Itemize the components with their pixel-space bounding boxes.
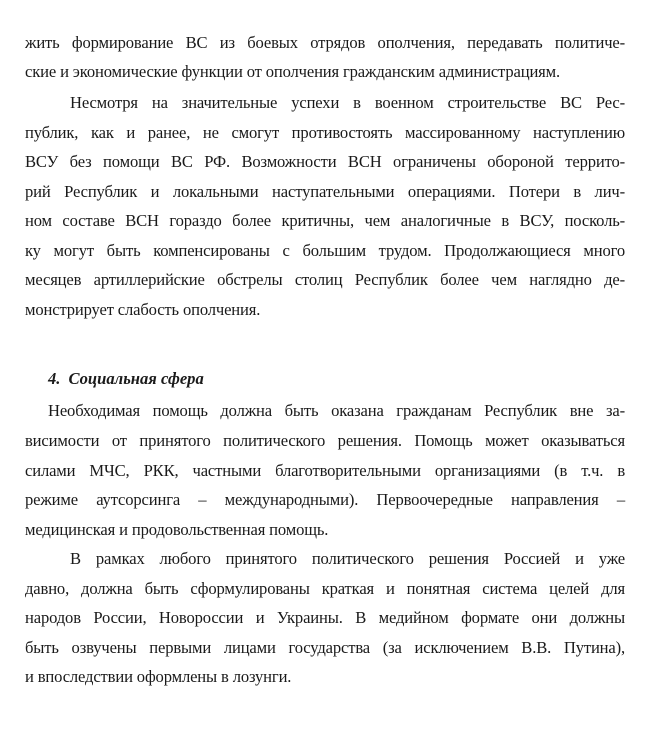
- text-line: публик, как и ранее, не смогут противостоять массированному наступлению: [25, 123, 625, 142]
- text-line: Несмотря на значительные успехи в военном строительстве ВС Рес-: [70, 93, 625, 112]
- text-line: давно, должна быть сформулированы краткая и понятная система целей для: [25, 579, 625, 598]
- text-line: рий Республик и локальными наступательными операциями. Потери в лич-: [25, 182, 625, 201]
- section-number: 4.: [48, 369, 61, 388]
- section-title: Социальная сфера: [68, 369, 204, 388]
- text-line: висимости от принятого политического решения. Помощь может оказываться: [25, 431, 625, 450]
- text-line: силами МЧС, РКК, частными благотворительными организациями (в т.ч. в: [25, 461, 625, 480]
- text-line: ном составе ВСН гораздо более критичны, чем аналогичные в ВСУ, посколь-: [25, 211, 625, 230]
- text-line: ку могут быть компенсированы с большим трудом. Продолжающиеся много: [25, 241, 625, 260]
- section-heading: [48, 369, 204, 389]
- text-line: ВСУ без помощи ВС РФ. Возможности ВСН ограничены обороной террито-: [25, 152, 625, 171]
- text-line: месяцев артиллерийские обстрелы столиц Республик более чем наглядно де-: [25, 270, 625, 289]
- text-line: ские и экономические функции от ополчения гражданским администрациям.: [25, 62, 561, 81]
- text-line: быть озвучены первыми лицами государства (за исключением В.В. Путина),: [25, 638, 625, 657]
- text-line: и впоследствии оформлены в лозунги.: [25, 667, 292, 686]
- text-line: В рамках любого принятого политического решения Россией и уже: [70, 549, 625, 568]
- text-line: медицинская и продовольственная помощь.: [25, 520, 329, 539]
- text-line: народов России, Новороссии и Украины. В медийном формате они должны: [25, 608, 625, 627]
- text-line: жить формирование ВС из боевых отрядов ополчения, передавать политиче-: [25, 33, 625, 52]
- text-line: режиме аутсорсинга – международными). Первоочередные направления –: [25, 490, 625, 509]
- text-line: Необходимая помощь должна быть оказана гражданам Республик вне за-: [48, 401, 625, 420]
- text-line: монстрирует слабость ополчения.: [25, 300, 261, 319]
